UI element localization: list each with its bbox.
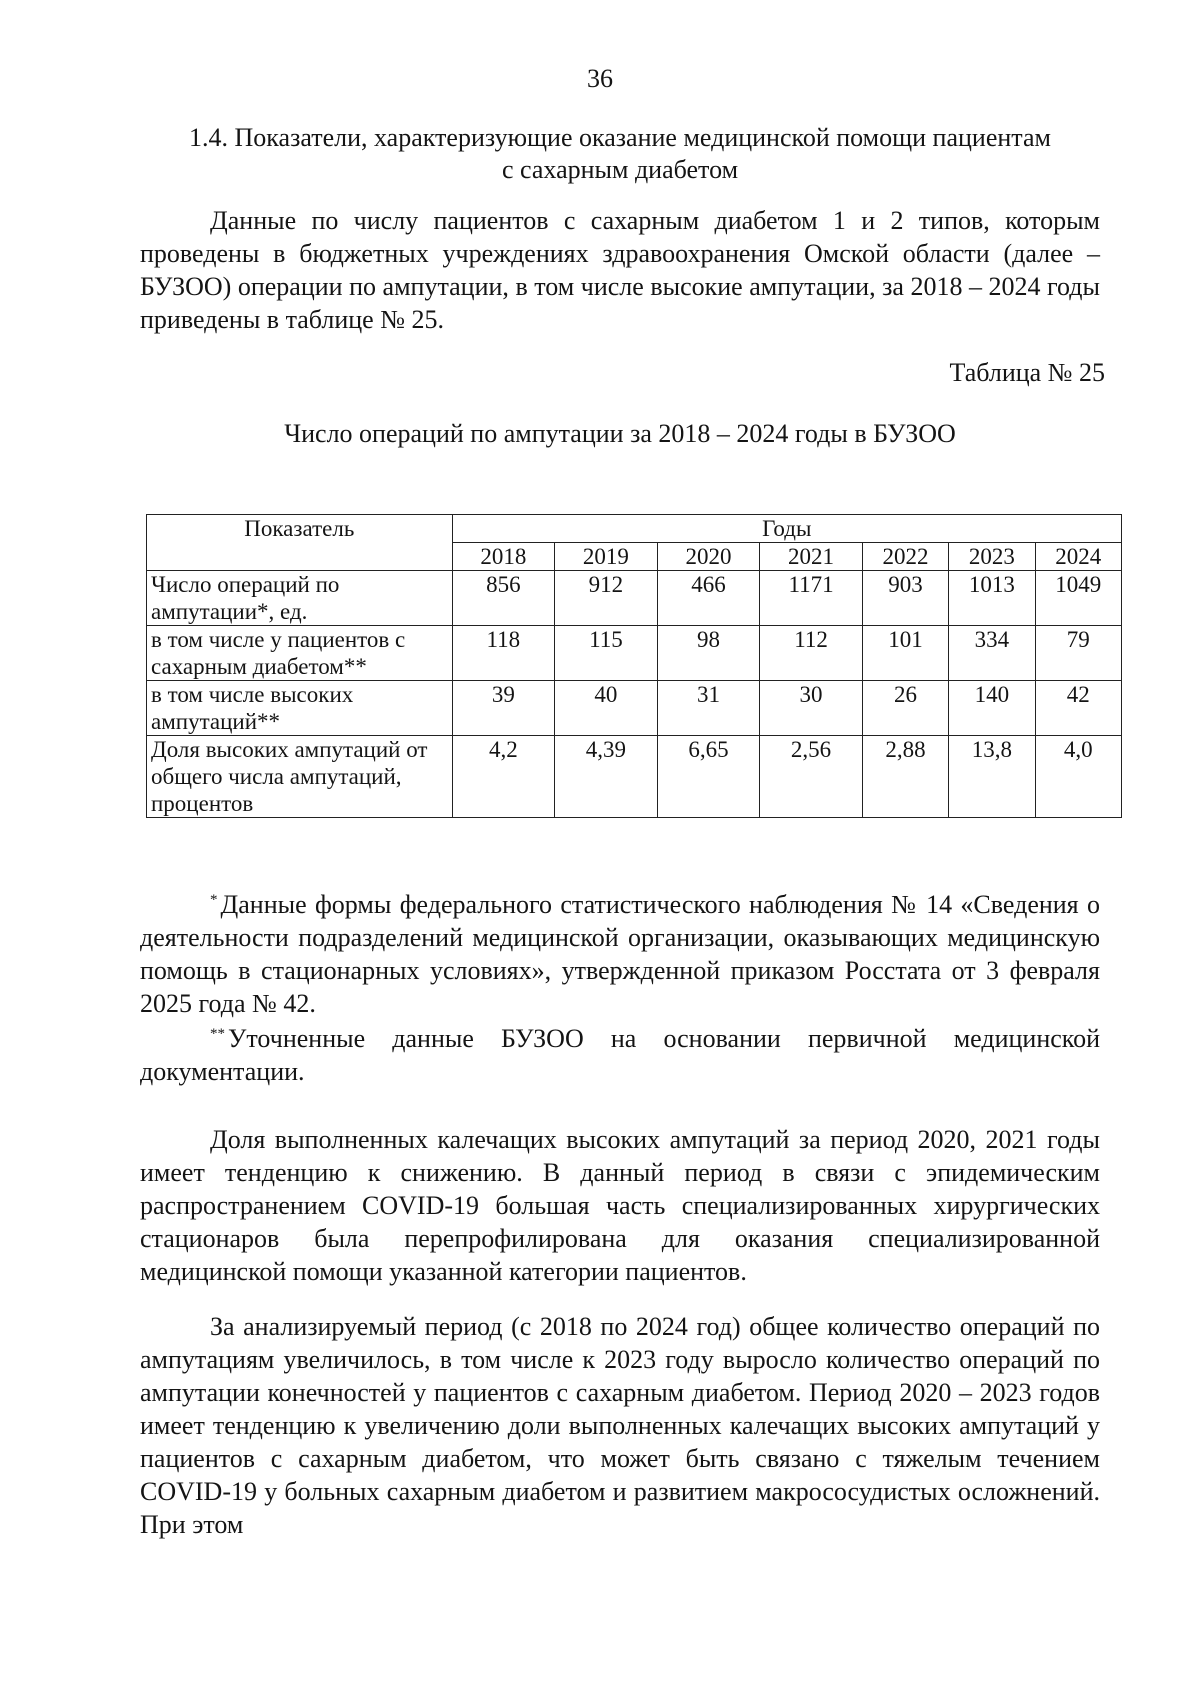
- table-cell: 30: [760, 681, 863, 736]
- paragraph-analysis: За анализируемый период (с 2018 по 2024 год) общее количество операций по ампутациям увеличилось, в том числе к 2023 году выросло количество операций по ампутации конечностей у пациентов с сахарным диабетом. Период 2020 – 2023 годов имеет тенденцию к увеличению доли выполненных калечащих высоких ампутаций у пациентов с сахарным диабетом, что может быть связано с тяжелым течением COVID-19 у больных сахарным диабетом и развитием макрососудистых осложнений. При этом: [140, 1312, 1100, 1539]
- footnote-1: [140, 884, 1100, 1020]
- row-label: Число операций по ампутации*, ед.: [147, 571, 453, 626]
- table-cell: 140: [949, 681, 1035, 736]
- table-cell: 4,2: [452, 736, 555, 818]
- table-cell: 4,39: [555, 736, 658, 818]
- paragraph-covid-period: Доля выполненных калечащих высоких ампутаций за период 2020, 2021 годы имеет тенденцию к снижению. В данный период в связи с эпидемическим распространением COVID-19 большая часть специализированных хирургических стационаров была перепрофилирована для оказания специализированной медицинской помощи указанной категории пациентов.: [140, 1125, 1100, 1286]
- table-cell: 1013: [949, 571, 1035, 626]
- table-cell: 903: [862, 571, 948, 626]
- year-header: 2018: [452, 543, 555, 571]
- table-row: [147, 571, 1122, 626]
- table-cell: 856: [452, 571, 555, 626]
- year-header: 2022: [862, 543, 948, 571]
- table-cell: 2,88: [862, 736, 948, 818]
- table-row: [147, 626, 1122, 681]
- table-cell: 31: [657, 681, 760, 736]
- intro-paragraph: Данные по числу пациентов с сахарным диабетом 1 и 2 типов, которым проведены в бюджетных учреждениях здравоохранения Омской области (далее – БУЗОО) операции по ампутации, в том числе высокие ампутации, за 2018 – 2024 годы приведены в таблице № 25.: [140, 206, 1100, 334]
- year-header: 2019: [555, 543, 658, 571]
- table-cell: 334: [949, 626, 1035, 681]
- footnote-2-text: Уточненные данные БУЗОО на основании первичной медицинской документации.: [140, 1024, 1100, 1086]
- table-cell: 26: [862, 681, 948, 736]
- footnote-2-mark: **: [210, 1026, 225, 1042]
- table-cell: 6,65: [657, 736, 760, 818]
- page-number: 36: [587, 64, 613, 93]
- table-cell: 115: [555, 626, 658, 681]
- header-indicator: Показатель: [147, 515, 453, 571]
- table-row: [147, 736, 1122, 818]
- table-cell: 98: [657, 626, 760, 681]
- year-header: 2023: [949, 543, 1035, 571]
- table-title: Число операций по ампутации за 2018 – 2024 годы в БУЗОО: [284, 419, 956, 448]
- footnote-2: [140, 1018, 1100, 1088]
- row-label: в том числе высоких ампутаций**: [147, 681, 453, 736]
- table-cell: 39: [452, 681, 555, 736]
- row-label: в том числе у пациентов с сахарным диабетом**: [147, 626, 453, 681]
- year-header: 2021: [760, 543, 863, 571]
- section-title-line-1: 1.4. Показатели, характеризующие оказание медицинской помощи пациентам: [189, 123, 1051, 152]
- table-cell: 4,0: [1035, 736, 1121, 818]
- table-cell: 2,56: [760, 736, 863, 818]
- table-cell: 42: [1035, 681, 1121, 736]
- section-title: [140, 122, 1100, 186]
- footnote-1-mark: *: [210, 892, 218, 908]
- table-cell: 912: [555, 571, 658, 626]
- section-title-line-2: с сахарным диабетом: [501, 155, 739, 184]
- amputation-table: [146, 514, 1122, 818]
- table-header-row: [147, 515, 1122, 543]
- table-cell: 13,8: [949, 736, 1035, 818]
- table-cell: 466: [657, 571, 760, 626]
- footnote-1-text: Данные формы федерального статистического наблюдения № 14 «Сведения о деятельности подразделений медицинской организации, оказывающих медицинскую помощь в стационарных условиях», утвержденной приказом Росстата от 3 февраля 2025 года № 42.: [140, 890, 1100, 1018]
- table-cell: 79: [1035, 626, 1121, 681]
- table-cell: 101: [862, 626, 948, 681]
- row-label: Доля высоких ампутаций от общего числа ампутаций, процентов: [147, 736, 453, 818]
- table-cell: 112: [760, 626, 863, 681]
- table-cell: 40: [555, 681, 658, 736]
- year-header: 2020: [657, 543, 760, 571]
- year-header: 2024: [1035, 543, 1121, 571]
- table-row: [147, 681, 1122, 736]
- header-years: Годы: [452, 515, 1121, 543]
- table-cell: 1049: [1035, 571, 1121, 626]
- table-label: Таблица № 25: [949, 358, 1105, 387]
- table-cell: 1171: [760, 571, 863, 626]
- table-cell: 118: [452, 626, 555, 681]
